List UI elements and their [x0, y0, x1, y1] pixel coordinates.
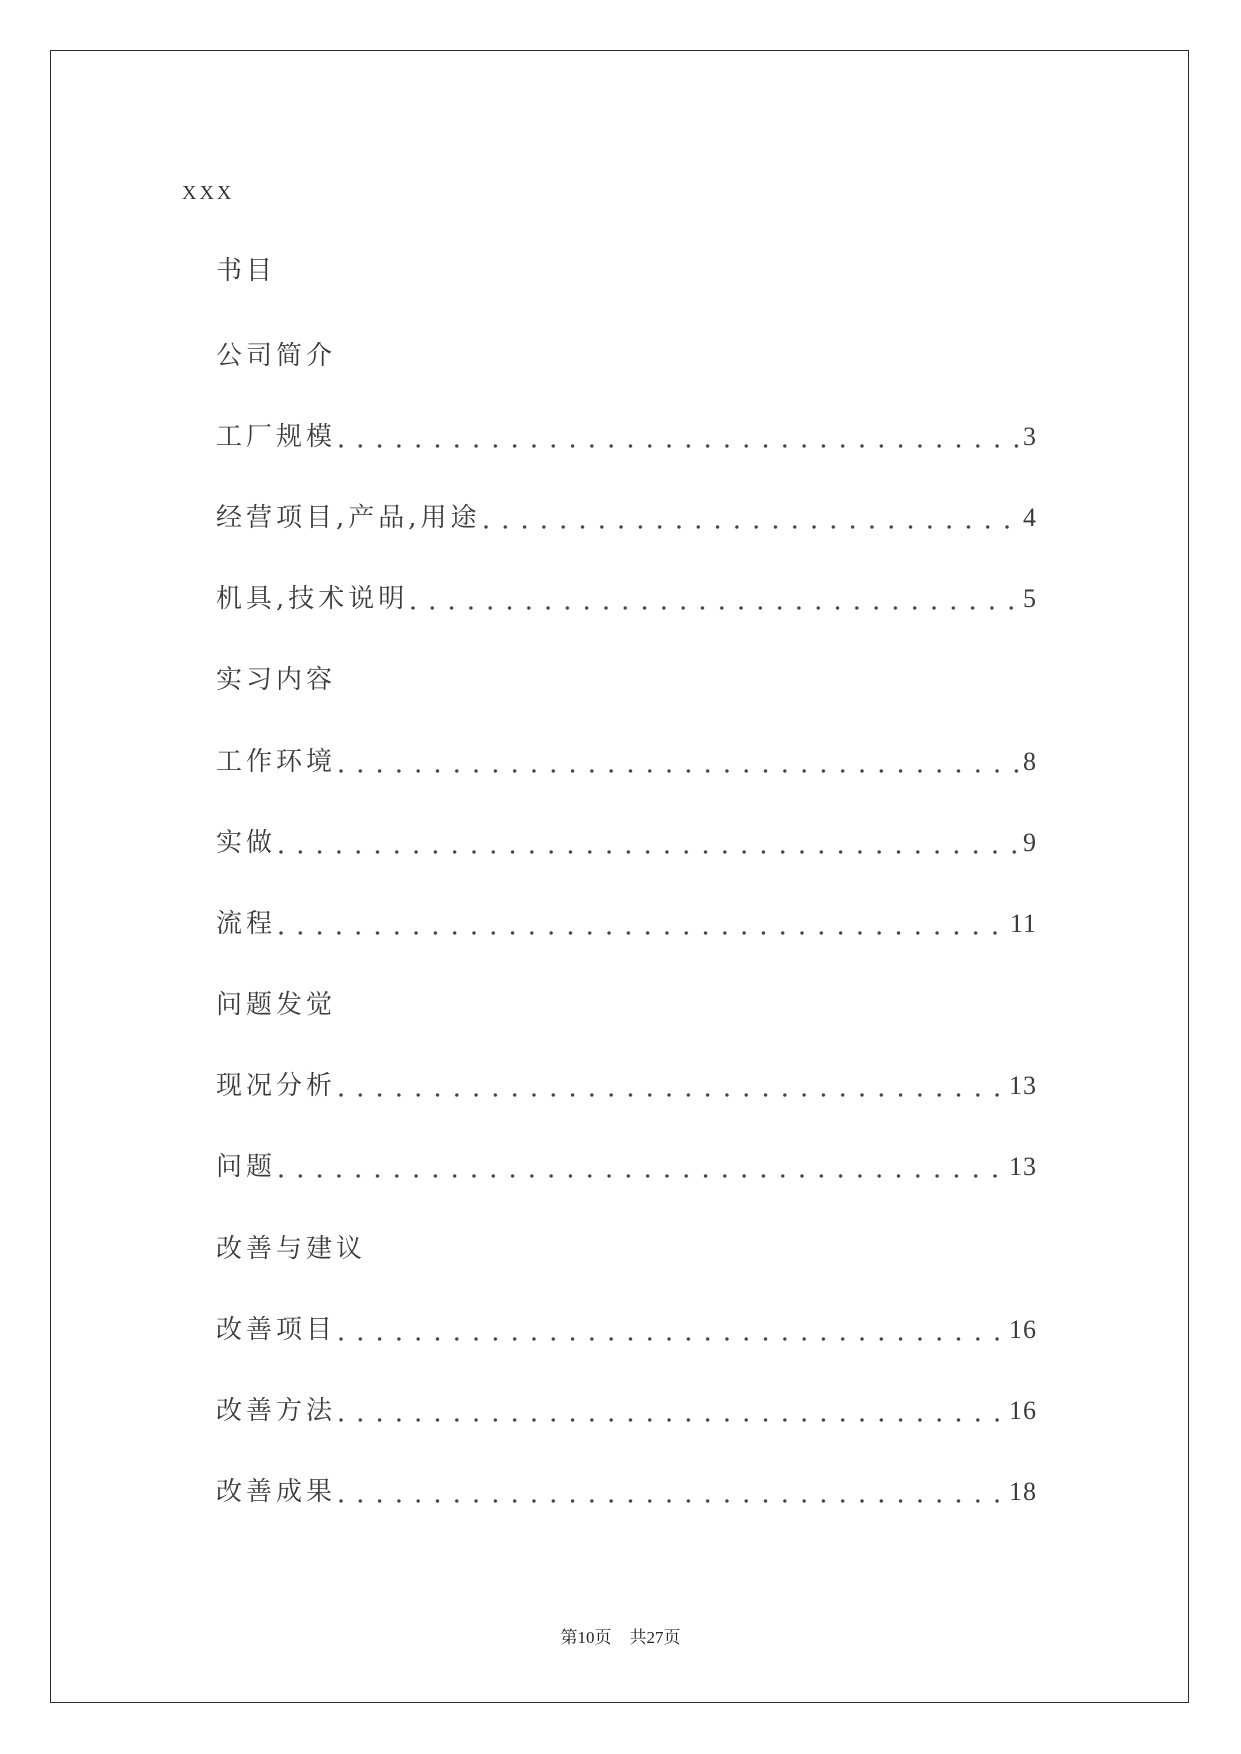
page-footer: [0, 1626, 1241, 1650]
toc-section-label: 问题发觉: [216, 990, 337, 1021]
page-number-indicator: 第10页: [560, 1628, 612, 1647]
toc-entry-label: 机具,技术说明: [216, 584, 409, 615]
toc-entry-label: 工厂规模: [216, 421, 337, 452]
toc-entry-page-number: 18: [1009, 1477, 1037, 1507]
toc-entry: [216, 1046, 1037, 1127]
toc-entry-label: 改善方法: [216, 1396, 337, 1427]
dot-leader: [336, 1072, 1006, 1100]
toc-section-heading: [216, 965, 1037, 1046]
dot-leader: [336, 423, 1020, 451]
toc-entry-page-number: 16: [1009, 1314, 1037, 1344]
toc-entry: [216, 396, 1037, 477]
dot-leader: [276, 829, 1020, 857]
toc-entry-page-number: 13: [1009, 1071, 1037, 1101]
toc-section-label: 实习内容: [216, 665, 337, 696]
toc-section-heading: [216, 1208, 1037, 1289]
toc-section-heading: [216, 640, 1037, 721]
toc-section-heading: [216, 315, 1037, 396]
toc-section-label: 公司简介: [216, 340, 337, 371]
dot-leader: [276, 1153, 1006, 1181]
toc-entry-page-number: 3: [1023, 421, 1037, 451]
toc-entry-page-number: 16: [1009, 1396, 1037, 1426]
toc-entry: [216, 883, 1037, 964]
toc-entry: [216, 1289, 1037, 1370]
toc-entry-page-number: 9: [1023, 827, 1037, 857]
table-of-contents: [216, 315, 1037, 1533]
toc-entry-page-number: 4: [1023, 502, 1037, 532]
dot-leader: [336, 1478, 1006, 1506]
dot-leader: [276, 910, 1007, 938]
toc-entry-label: 改善项目: [216, 1314, 337, 1345]
toc-entry: [216, 802, 1037, 883]
toc-entry-page-number: 11: [1009, 908, 1037, 938]
toc-entry: [216, 1370, 1037, 1451]
header-placeholder-text: XXX: [182, 182, 235, 204]
toc-entry-label: 问题: [216, 1152, 277, 1183]
toc-entry-page-number: 13: [1009, 1152, 1037, 1182]
toc-entry-label: 现况分析: [216, 1071, 337, 1102]
toc-entry-page-number: 5: [1023, 584, 1037, 614]
dot-leader: [336, 1316, 1006, 1344]
toc-entry: [216, 1127, 1037, 1208]
toc-entry-label: 经营项目,产品,用途: [216, 502, 481, 533]
toc-section-label: 改善与建议: [216, 1233, 367, 1264]
dot-leader: [408, 585, 1020, 613]
toc-entry: [216, 559, 1037, 640]
dot-leader: [336, 748, 1020, 776]
toc-entry: [216, 477, 1037, 558]
total-pages-indicator: 共27页: [629, 1628, 681, 1647]
toc-entry-label: 实做: [216, 827, 277, 858]
toc-entry: [216, 1452, 1037, 1533]
dot-leader: [481, 504, 1020, 532]
toc-entry: [216, 721, 1037, 802]
dot-leader: [336, 1397, 1006, 1425]
toc-entry-label: 工作环境: [216, 746, 337, 777]
toc-title: 书目: [216, 256, 277, 286]
toc-entry-page-number: 8: [1023, 746, 1037, 776]
toc-entry-label: 改善成果: [216, 1477, 337, 1508]
toc-entry-label: 流程: [216, 908, 277, 939]
